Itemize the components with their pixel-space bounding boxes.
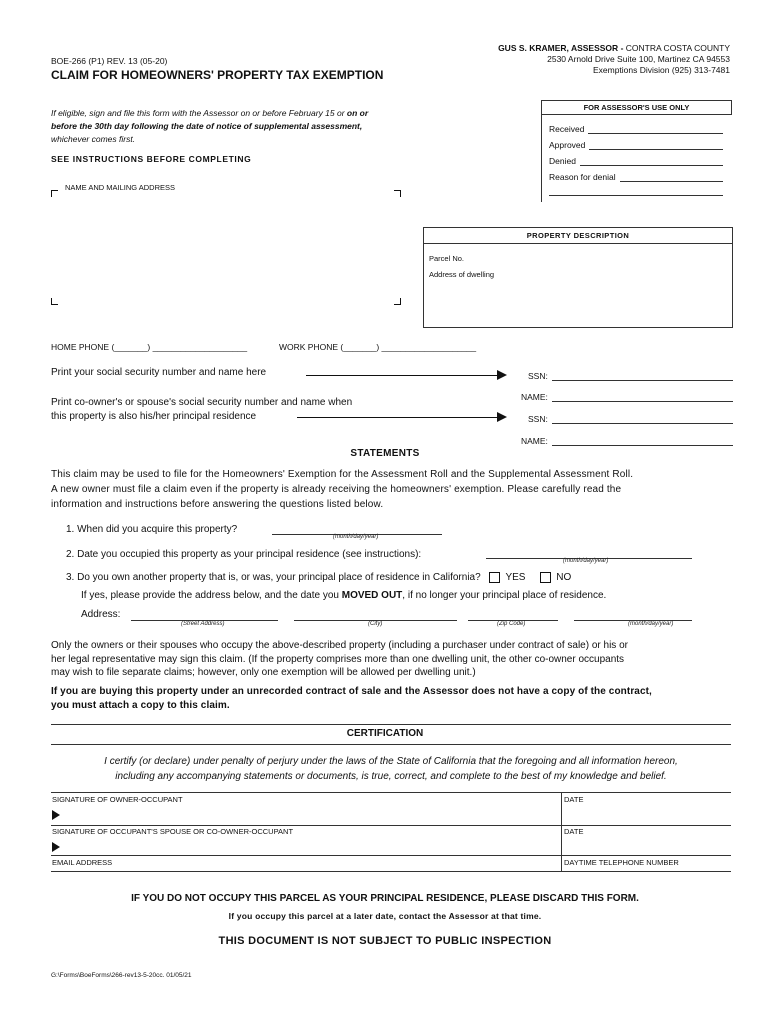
- reason-line-2[interactable]: [549, 195, 723, 196]
- assessor-header: [400, 43, 730, 75]
- contract-notice-line1: If you are buying this property under an unrecorded contract of sale and the Assessor does not have a copy of the contract,: [51, 686, 652, 697]
- name-address-area[interactable]: [51, 183, 401, 305]
- address-label: Address:: [81, 609, 121, 620]
- property-description-box: [423, 227, 733, 328]
- discard-notice: IF YOU DO NOT OCCUPY THIS PARCEL AS YOUR PRINCIPAL RESIDENCE, PLEASE DISCARD THIS FORM.: [131, 893, 639, 904]
- statements-title: STATEMENTS: [350, 448, 420, 459]
- cert-line1: I certify (or declare) under penalty of perjury under the laws of the State of California that the foregoing and all information hereon,: [104, 756, 678, 767]
- approved-label: Approved: [549, 140, 586, 150]
- statements-paragraph-2: [51, 639, 736, 680]
- name-address-label: NAME AND MAILING ADDRESS: [65, 183, 176, 192]
- ssn-field-1[interactable]: [528, 371, 733, 381]
- mdy-caption: (month/day/year): [333, 534, 379, 540]
- email-field[interactable]: [131, 856, 556, 870]
- assessor-address: 2530 Arnold Drive Suite 100, Martinez CA 94553: [547, 54, 730, 64]
- coowner-line1: Print co-owner's or spouse's social security number and name when: [51, 397, 353, 408]
- name-field-1[interactable]: [521, 392, 733, 402]
- para2-line3: may wish to file separate claims; however, only one exemption will be allowed per dwelling unit.): [51, 667, 476, 678]
- statements-paragraph-1: [51, 467, 736, 512]
- reason-label: Reason for denial: [549, 172, 616, 182]
- property-description-title: PROPERTY DESCRIPTION: [424, 228, 732, 244]
- arrow-right-icon: [497, 412, 507, 422]
- spouse-date-field[interactable]: [564, 836, 724, 854]
- para1-line3: information and instructions before answering the questions listed below.: [51, 499, 384, 510]
- form-title: CLAIM FOR HOMEOWNERS' PROPERTY TAX EXEMPTION: [51, 68, 384, 82]
- intro-line3: whichever comes first.: [51, 134, 136, 144]
- print-coowner-label: [51, 396, 352, 424]
- para1-line1: This claim may be used to file for the Homeowners' Exemption for the Assessment Roll and the Supplemental Assessment Roll.: [51, 469, 634, 480]
- county-name: CONTRA COSTA COUNTY: [625, 43, 730, 53]
- para2-line2: her legal representative may sign this claim. (If the property comprises more than one dwelling unit, the other co-owner occupants: [51, 653, 625, 665]
- signature-arrow-icon: [52, 839, 60, 857]
- certification-bottom-rule: [51, 744, 731, 745]
- q3-sub-c: , if no longer your principal place of residence.: [402, 590, 607, 601]
- ssn-label: SSN:: [528, 371, 548, 381]
- yes-checkbox[interactable]: [489, 572, 500, 583]
- question-2: 2. Date you occupied this property as your principal residence (see instructions):: [66, 549, 422, 560]
- approved-field[interactable]: [549, 140, 723, 150]
- reason-field[interactable]: [549, 172, 723, 182]
- spouse-signature-field[interactable]: [61, 836, 556, 854]
- assessor-dash: -: [620, 43, 624, 53]
- assessor-use-box: [541, 100, 732, 202]
- question-1: 1. When did you acquire this property?: [66, 524, 238, 535]
- para2-line1: Only the owners or their spouses who occupy the above-described property (including a purchaser under contract of sale) or his or: [51, 640, 628, 651]
- parcel-no-label: Parcel No.: [429, 254, 465, 263]
- intro-text: [51, 107, 431, 146]
- ssn-label: SSN:: [528, 414, 548, 424]
- assessor-use-title: FOR ASSESSOR'S USE ONLY: [542, 100, 732, 115]
- denied-label: Denied: [549, 156, 576, 166]
- cert-line2: including any accompanying statements or documents, is true, correct, and complete to the best of my knowledge and belief.: [115, 771, 667, 782]
- ssn-field-2[interactable]: [528, 414, 733, 424]
- question-3-sub: [81, 590, 606, 601]
- email-label: EMAIL ADDRESS: [52, 858, 113, 867]
- daytime-phone-label: DAYTIME TELEPHONE NUMBER: [564, 858, 679, 867]
- certification-text: [51, 754, 731, 784]
- q3-sub-a: If yes, please provide the address below, and the date you: [81, 590, 342, 601]
- see-instructions: SEE INSTRUCTIONS BEFORE COMPLETING: [51, 154, 252, 164]
- work-phone-field[interactable]: WORK PHONE (_______) ____________________: [279, 342, 477, 352]
- home-phone-field[interactable]: HOME PHONE (_______) ____________________: [51, 342, 248, 352]
- contract-notice-line2: you must attach a copy to this claim.: [51, 700, 230, 711]
- form-id: BOE-266 (P1) REV. 13 (05-20): [51, 56, 168, 66]
- street-caption: (Street Address): [181, 621, 225, 627]
- later-notice: If you occupy this parcel at a later date, contact the Assessor at that time.: [228, 911, 542, 921]
- received-label: Received: [549, 124, 585, 134]
- intro-line1b: on or: [346, 108, 369, 118]
- question-3: [66, 572, 571, 583]
- name-field-2[interactable]: [521, 436, 733, 446]
- city-caption: (City): [368, 621, 383, 627]
- intro-line1a: If eligible, sign and file this form with the Assessor on or before February 15 or: [51, 108, 347, 118]
- not-public-notice: THIS DOCUMENT IS NOT SUBJECT TO PUBLIC INSPECTION: [218, 935, 552, 947]
- sig-owner-label: SIGNATURE OF OWNER-OCCUPANT: [52, 795, 183, 804]
- denied-field[interactable]: [549, 156, 723, 166]
- intro-line2: before the 30th day following the date of notice of supplemental assessment,: [51, 121, 363, 131]
- arrow-right-icon: [497, 370, 507, 380]
- coowner-line2: this property is also his/her principal residence: [51, 411, 257, 422]
- exemptions-division: Exemptions Division (925) 313-7481: [592, 65, 730, 75]
- question-3-text: 3. Do you own another property that is, or was, your principal place of residence in California?: [66, 572, 481, 584]
- owner-signature-field[interactable]: [61, 804, 556, 824]
- contract-notice: [51, 685, 736, 713]
- moved-out-text: MOVED OUT: [341, 590, 403, 601]
- received-field[interactable]: [549, 124, 723, 134]
- name-label: NAME:: [521, 436, 548, 446]
- para1-line2: A new owner must file a claim even if the property is already receiving the homeowners' exemption. Please carefully read the: [51, 484, 622, 495]
- yes-label: YES: [505, 572, 526, 584]
- certification-title: CERTIFICATION: [346, 728, 424, 739]
- print-ssn-label: Print your social security number and name here: [51, 367, 267, 378]
- zip-caption: (Zip Code): [497, 621, 526, 627]
- mdy-caption: (month/day/year): [563, 558, 609, 564]
- date-label: DATE: [564, 795, 584, 804]
- mdy-caption: (month/day/year): [628, 621, 674, 627]
- sig-spouse-label: SIGNATURE OF OCCUPANT'S SPOUSE OR CO-OWNER-OCCUPANT: [52, 827, 294, 836]
- signature-grid: [51, 792, 731, 872]
- file-path: G:\Forms\BoeForms\266-rev13-5-20cc. 01/05/21: [51, 972, 192, 979]
- certification-top-rule: [51, 724, 731, 725]
- no-checkbox[interactable]: [540, 572, 551, 583]
- date-label: DATE: [564, 827, 584, 836]
- dwelling-address-label: Address of dwelling: [429, 270, 495, 279]
- owner-date-field[interactable]: [564, 804, 724, 824]
- no-label: NO: [556, 572, 572, 584]
- assessor-name: GUS S. KRAMER, ASSESSOR: [498, 43, 619, 53]
- name-label: NAME:: [521, 392, 548, 402]
- signature-arrow-icon: [52, 807, 60, 825]
